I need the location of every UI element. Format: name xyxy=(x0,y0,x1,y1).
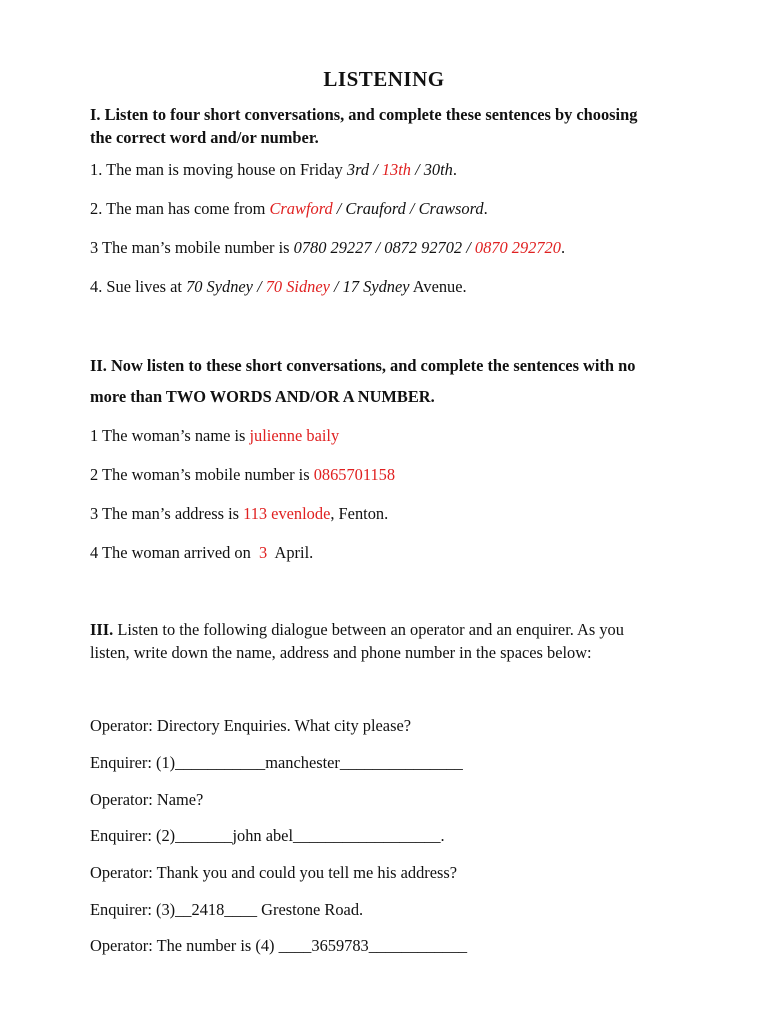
q-text: 3 The man’s address is xyxy=(90,504,244,523)
section-3-instruction-line-2: listen, write down the name, address and phone number in the spaces below: xyxy=(90,643,592,662)
dialogue-line-6: Enquirer: (3)__2418____ Grestone Road. xyxy=(90,900,364,919)
answer-option: Crawford xyxy=(269,199,333,218)
q-text-end: Avenue. xyxy=(409,277,467,296)
q-text: 2 The woman’s mobile number is xyxy=(90,465,314,484)
s1-question-2 xyxy=(90,199,488,219)
separator: / xyxy=(332,199,346,218)
q-text: 4. Sue lives at xyxy=(90,277,187,296)
q-text: 4 The woman arrived on xyxy=(90,543,260,562)
s2-question-2 xyxy=(90,465,395,485)
option: 0780 29227 xyxy=(293,238,372,257)
q-text: 1. The man is moving house on Friday xyxy=(90,160,347,179)
separator: / xyxy=(369,160,382,179)
s2-question-4 xyxy=(90,543,313,563)
separator: / xyxy=(252,277,266,296)
section-2-heading-line-1: II. Now listen to these short conversations, and complete the sentences with no xyxy=(90,356,636,375)
option: 70 Sydney xyxy=(186,277,253,296)
section-3-instruction-text: Listen to the following dialogue between an operator and an enquirer. As you xyxy=(113,620,624,639)
q-text-end: . xyxy=(452,160,457,179)
dialogue-line-1: Operator: Directory Enquiries. What city please? xyxy=(90,716,412,735)
option: Crauford xyxy=(345,199,406,218)
q-text-end: . xyxy=(483,199,488,218)
separator: / xyxy=(410,160,424,179)
s2-question-3 xyxy=(90,504,388,524)
answer-option: 13th xyxy=(381,160,411,179)
s2-question-1 xyxy=(90,426,339,446)
section-1-heading-line-2: the correct word and/or number. xyxy=(90,128,319,147)
section-3-number: III. xyxy=(90,620,114,639)
q-text-end: . xyxy=(560,238,566,257)
section-3-instruction-line-1 xyxy=(90,620,624,640)
separator: / xyxy=(329,277,343,296)
section-1-heading-line-1: I. Listen to four short conversations, and complete these sentences by choosing xyxy=(90,105,638,124)
answer: 3 xyxy=(259,543,268,562)
answer: 113 evenlode xyxy=(243,504,331,523)
dialogue-line-3: Operator: Name? xyxy=(90,790,204,809)
answer-option: 0870 292720 xyxy=(474,238,561,257)
separator: / xyxy=(462,238,475,257)
option: 0872 92702 xyxy=(384,238,463,257)
answer: julienne baily xyxy=(249,426,340,445)
answer-option: 70 Sidney xyxy=(265,277,330,296)
dialogue-line-4: Enquirer: (2)_______john abel__________________. xyxy=(90,826,445,845)
section-2-heading-line-2: more than TWO WORDS AND/OR A NUMBER. xyxy=(90,387,435,406)
dialogue-line-7: Operator: The number is (4) ____3659783____________ xyxy=(90,936,468,955)
separator: / xyxy=(405,199,419,218)
option: 30th xyxy=(423,160,453,179)
dialogue-line-5: Operator: Thank you and could you tell me his address? xyxy=(90,863,458,882)
s1-question-1 xyxy=(90,160,457,180)
page-title: LISTENING xyxy=(323,67,445,91)
q-text: 2. The man has come from xyxy=(90,199,270,218)
option: Crawsord xyxy=(418,199,484,218)
option: 3rd xyxy=(346,160,370,179)
s1-question-4 xyxy=(90,277,467,297)
q-text: 1 The woman’s name is xyxy=(90,426,250,445)
option: 17 Sydney xyxy=(342,277,410,296)
answer: 0865701158 xyxy=(313,465,396,484)
s1-question-3 xyxy=(90,238,565,258)
separator: / xyxy=(371,238,385,257)
q-text: 3 The man’s mobile number is xyxy=(90,238,294,257)
q-text-end: , Fenton. xyxy=(330,504,389,523)
q-text-end: April. xyxy=(267,543,314,562)
dialogue-line-2: Enquirer: (1)___________manchester_______________ xyxy=(90,753,463,772)
